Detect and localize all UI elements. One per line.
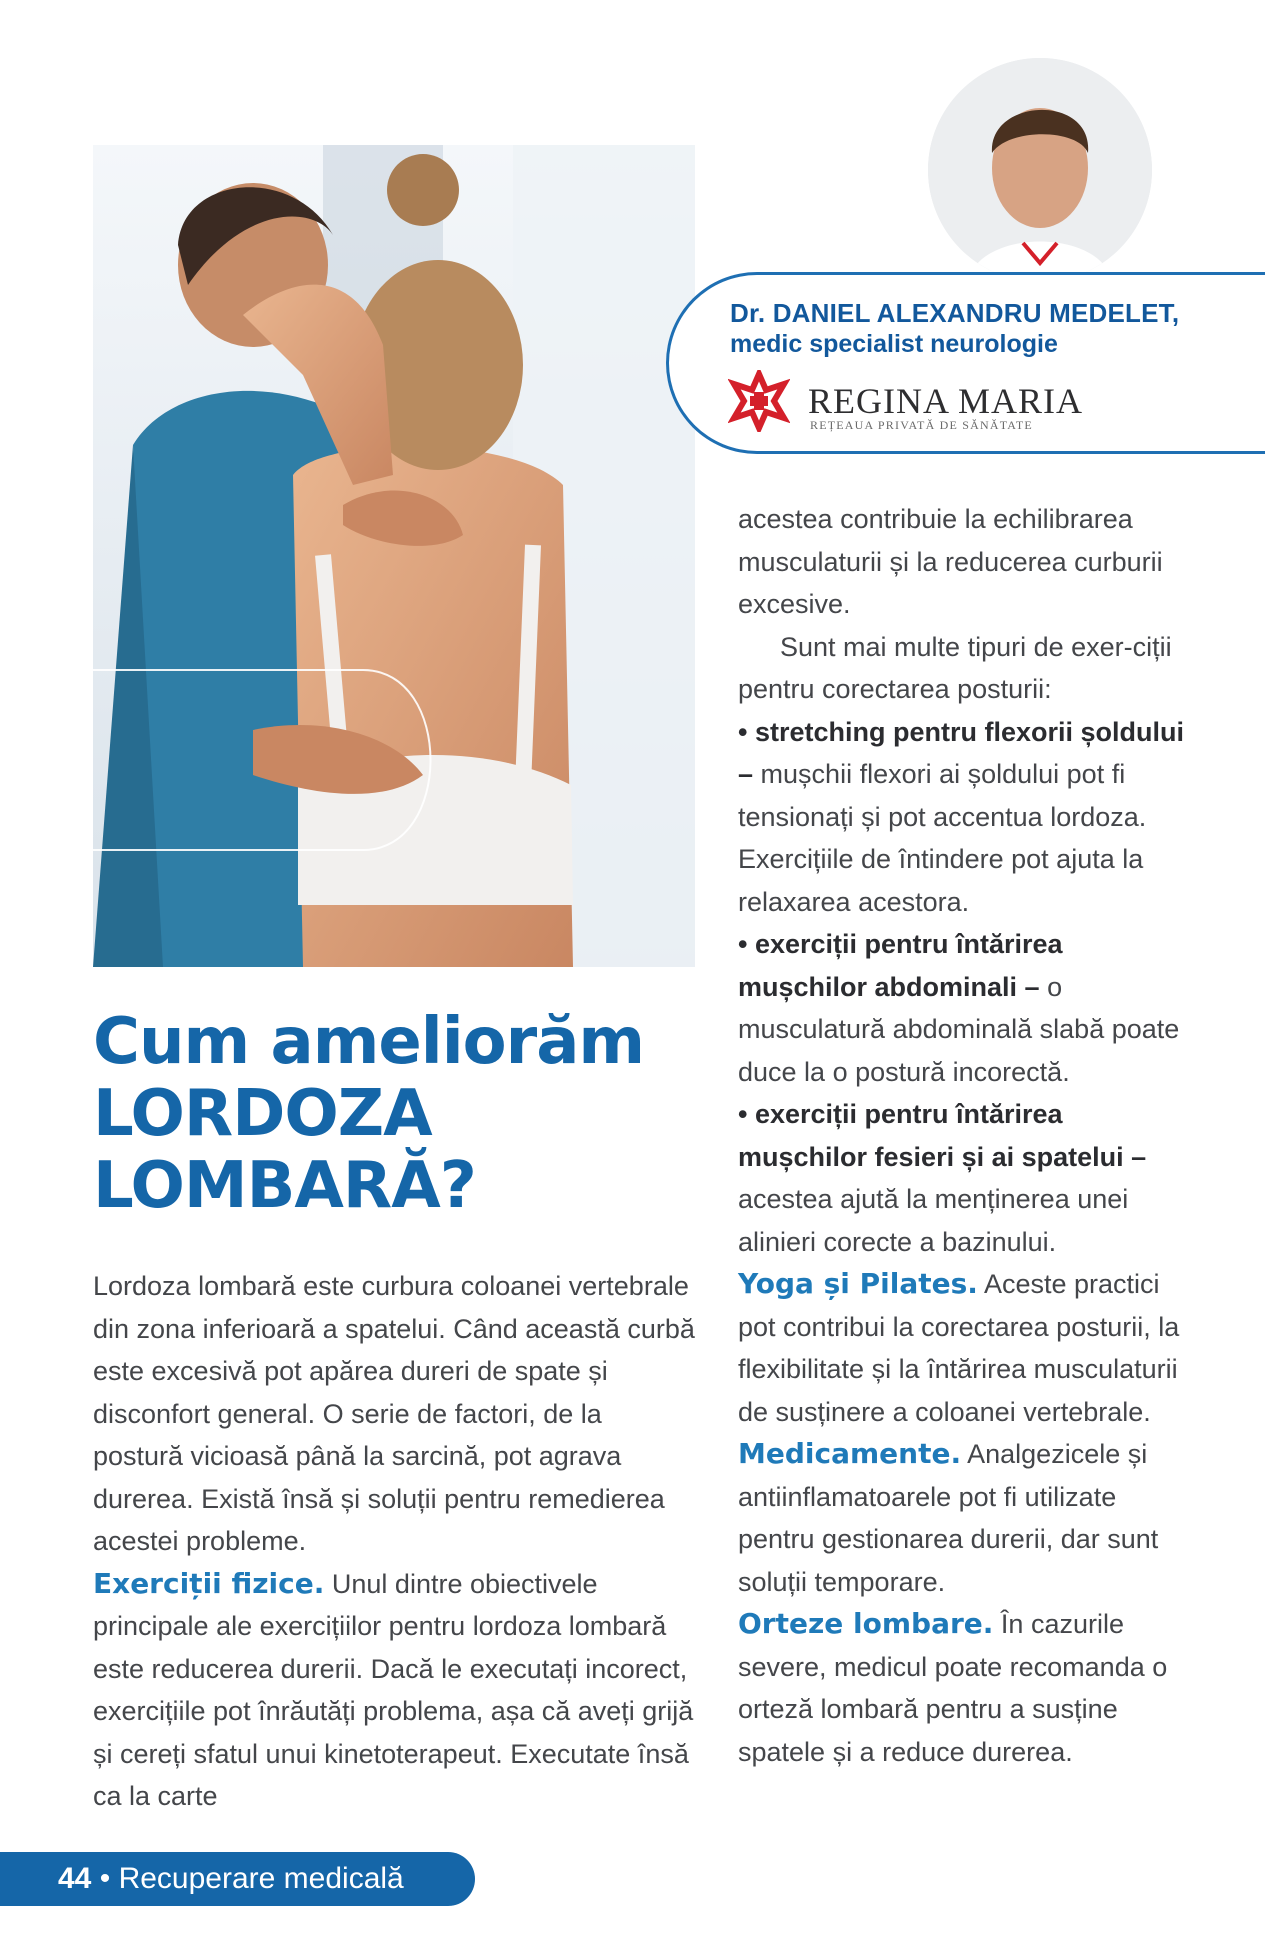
headline-line-1: Cum ameliorăm: [93, 1005, 645, 1079]
regina-maria-star-icon: [728, 370, 790, 432]
section-orthoses: [738, 1603, 1198, 1773]
section-title-orthoses: Orteze lombare.: [738, 1607, 994, 1640]
bullet-title-stretching: • stretching pentru flexorii șoldului –: [738, 716, 1184, 789]
section-exercises: [93, 1563, 695, 1818]
bullet-text-glutes-back: acestea ajută la menținerea unei alinieri corecte a bazinului.: [738, 1184, 1129, 1257]
continued-paragraph: acestea contribuie la echilibrarea musculaturii și la reducerea curburii excesive.: [738, 504, 1163, 619]
author-name: Dr. DANIEL ALEXANDRU MEDELET,: [730, 298, 1180, 328]
section-title-exercises: Exerciții fizice.: [93, 1566, 325, 1600]
bullet-stretching: [738, 711, 1198, 924]
physiotherapy-illustration: [93, 145, 695, 967]
types-intro: Sunt mai multe tipuri de exer-ciții pentru corectarea posturii:: [738, 631, 1172, 704]
bullet-title-glutes-back: • exerciții pentru întărirea mușchilor fesieri și ai spatelui –: [738, 1099, 1147, 1172]
section-yoga-pilates: [738, 1263, 1198, 1433]
bullet-title-abdominal: • exerciții pentru întărirea mușchilor abdominali –: [738, 929, 1063, 1002]
hero-photo: [93, 145, 695, 967]
bullet-text-stretching: mușchii flexori ai șoldului pot fi tensionați și pot accentua lordoza. Exercițiile de întindere pot ajuta la relaxarea acestora.: [738, 759, 1147, 917]
section-text-medication: Analgezicele și antiinflamatoarele pot fi utilizate pentru gestionarea durerii, dar sunt soluții temporare.: [738, 1439, 1159, 1597]
headline-line-3: LOMBARĂ?: [93, 1149, 476, 1223]
author-role: medic specialist neurologie: [730, 330, 1058, 358]
logo-tagline: REȚEAUA PRIVATĂ DE SĂNĂTATE: [810, 418, 1033, 432]
intro-paragraph: Lordoza lombară este curbura coloanei vertebrale din zona inferioară a spatelui. Când această curbă este excesivă pot apărea dureri de spate și disconfort general. O serie de factori, de la postură vicioasă până la sarcină, pot agrava durerea. Există însă și soluții pentru remedierea acestei probleme.: [93, 1271, 695, 1556]
bullet-text-abdominal: o musculatură abdominală slabă poate duce la o postură incorectă.: [738, 971, 1180, 1087]
bullet-abdominal: [738, 923, 1198, 1093]
bullet-glutes-back: [738, 1093, 1198, 1263]
footer-section-name: Recuperare medicală: [118, 1862, 404, 1895]
doctor-avatar: [928, 58, 1152, 282]
article-column-left: [93, 1265, 695, 1818]
section-text-orthoses: În cazurile severe, medicul poate recomanda o orteză lombară pentru a susține spatele și a reduce durerea.: [738, 1609, 1168, 1767]
footer-label: [58, 1862, 404, 1896]
section-medication: [738, 1433, 1198, 1603]
article-column-right: [738, 498, 1198, 1773]
headline-line-2: LORDOZA: [93, 1077, 432, 1151]
section-title-medication: Medicamente.: [738, 1437, 962, 1470]
section-text-yoga-pilates: Aceste practici pot contribui la corectarea posturii, la flexibilitate și la întărirea musculaturii de susținere a coloanei vertebrale.: [738, 1269, 1180, 1427]
section-title-yoga-pilates: Yoga și Pilates.: [738, 1267, 978, 1300]
page-number: 44: [58, 1862, 92, 1895]
logo-name: REGINA MARIA: [808, 381, 1084, 421]
author-portrait: [928, 58, 1152, 282]
regina-maria-logo: [728, 370, 1128, 434]
article-headline: [93, 1006, 693, 1222]
section-text-exercises: Unul dintre obiectivele principale ale exercițiilor pentru lordoza lombară este reducerea durerii. Dacă le executați incorect, exercițiile pot înrăutăți problema, așa că aveți grijă și cereți sfatul unui kinetoterapeut. Executate însă ca la carte: [93, 1568, 694, 1811]
footer-separator: •: [99, 1862, 111, 1895]
